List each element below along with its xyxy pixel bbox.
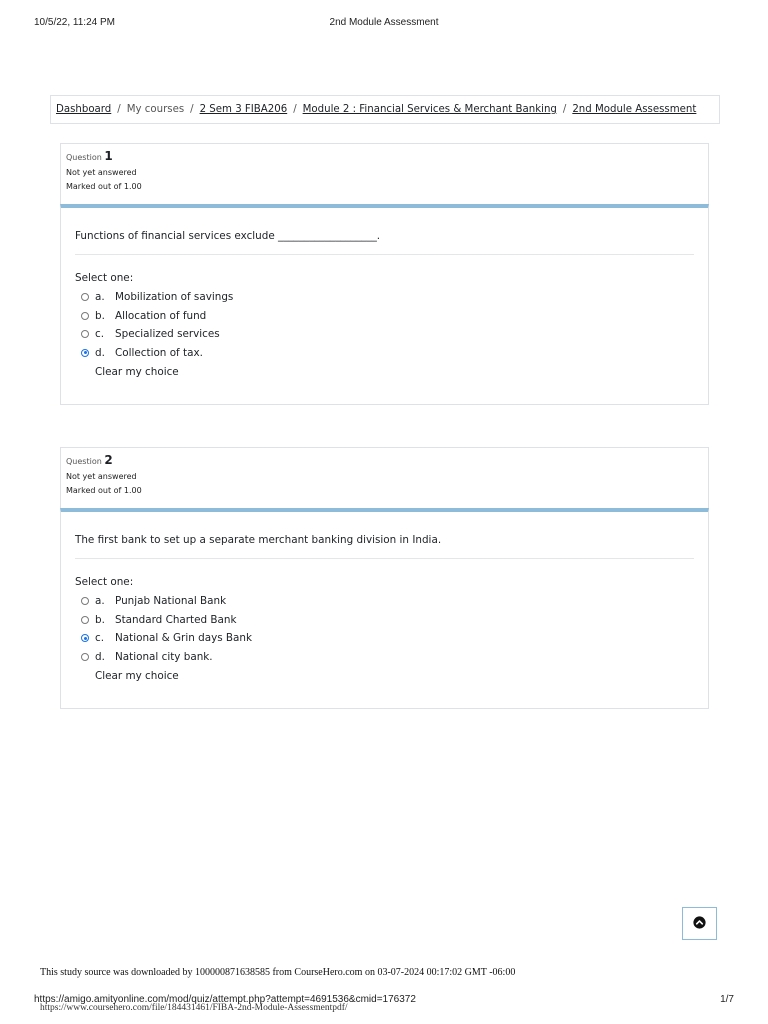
answer-options: [75, 592, 694, 666]
print-title: 2nd Module Assessment: [329, 17, 439, 28]
radio-button[interactable]: [81, 653, 89, 661]
question-heading: [66, 149, 703, 163]
question-1-content: [60, 204, 709, 405]
chevron-up-circle-icon: [693, 914, 706, 933]
answer-option-a[interactable]: [75, 592, 694, 611]
breadcrumb-module[interactable]: Module 2 : Financial Services & Merchant Banking: [302, 104, 557, 115]
question-number: 1: [104, 149, 113, 163]
option-letter: c.: [95, 632, 105, 645]
radio-button[interactable]: [81, 616, 89, 624]
select-one-prompt: Select one:: [75, 272, 134, 284]
select-one-prompt: Select one:: [75, 576, 134, 588]
question-2-info: [60, 447, 709, 509]
page-number: 1/7: [720, 994, 734, 1005]
option-text: Allocation of fund: [115, 309, 207, 322]
question-2-content: [60, 508, 709, 709]
answer-options: [75, 288, 694, 362]
question-state: Not yet answered: [66, 472, 137, 481]
question-heading: [66, 453, 703, 467]
question-1-info: [60, 143, 709, 205]
breadcrumb-course[interactable]: 2 Sem 3 FIBA206: [199, 104, 288, 115]
radio-button-selected[interactable]: [81, 349, 89, 357]
radio-button[interactable]: [81, 597, 89, 605]
option-letter: d.: [95, 346, 105, 359]
back-to-top-button[interactable]: [682, 907, 717, 940]
page-url: https://amigo.amityonline.com/mod/quiz/attempt.php?attempt=4691536&cmid=176372: [34, 994, 416, 1005]
breadcrumb-dashboard[interactable]: Dashboard: [56, 104, 112, 115]
answer-option-b[interactable]: [75, 611, 694, 630]
option-letter: a.: [95, 291, 105, 304]
breadcrumb-separator: /: [117, 104, 121, 115]
breadcrumb: [50, 95, 720, 124]
question-text: Functions of financial services exclude ___________________.: [75, 230, 694, 255]
breadcrumb-separator: /: [190, 104, 194, 115]
option-text: Collection of tax.: [115, 346, 203, 359]
breadcrumb-assessment[interactable]: 2nd Module Assessment: [572, 104, 697, 115]
option-text: Mobilization of savings: [115, 291, 234, 304]
radio-button[interactable]: [81, 293, 89, 301]
answer-option-d[interactable]: [75, 648, 694, 667]
option-letter: a.: [95, 595, 105, 608]
option-letter: b.: [95, 309, 105, 322]
answer-option-a[interactable]: [75, 288, 694, 307]
question-grade: Marked out of 1.00: [66, 182, 142, 191]
question-label: Question: [66, 457, 102, 466]
answer-option-c[interactable]: [75, 629, 694, 648]
study-source-notice: This study source was downloaded by 100000871638585 from CourseHero.com on 03-07-2024 00:17:02 GMT -06:00: [40, 967, 516, 978]
question-grade: Marked out of 1.00: [66, 486, 142, 495]
question-number: 2: [104, 453, 113, 467]
breadcrumb-separator: /: [562, 104, 567, 115]
option-letter: b.: [95, 613, 105, 626]
answer-option-b[interactable]: [75, 307, 694, 326]
option-text: National city bank.: [115, 650, 213, 663]
print-datetime: 10/5/22, 11:24 PM: [34, 17, 115, 28]
answer-option-d[interactable]: [75, 344, 694, 363]
source-url: https://www.coursehero.com/file/184431461/FIBA-2nd-Module-Assessmentpdf/: [40, 1003, 348, 1013]
answer-option-c[interactable]: [75, 325, 694, 344]
option-text: National & Grin days Bank: [115, 632, 253, 645]
question-text: The first bank to set up a separate merchant banking division in India.: [75, 534, 694, 559]
breadcrumb-my-courses: My courses: [126, 104, 185, 115]
breadcrumb-separator: /: [293, 104, 297, 115]
clear-choice-link[interactable]: Clear my choice: [95, 366, 179, 378]
option-text: Punjab National Bank: [115, 595, 227, 608]
clear-choice-link[interactable]: Clear my choice: [95, 670, 179, 682]
radio-button[interactable]: [81, 330, 89, 338]
option-letter: c.: [95, 328, 105, 341]
radio-button[interactable]: [81, 312, 89, 320]
option-text: Standard Charted Bank: [115, 613, 237, 626]
option-letter: d.: [95, 650, 105, 663]
question-label: Question: [66, 153, 102, 162]
option-text: Specialized services: [115, 328, 220, 341]
question-state: Not yet answered: [66, 168, 137, 177]
radio-button-selected[interactable]: [81, 634, 89, 642]
